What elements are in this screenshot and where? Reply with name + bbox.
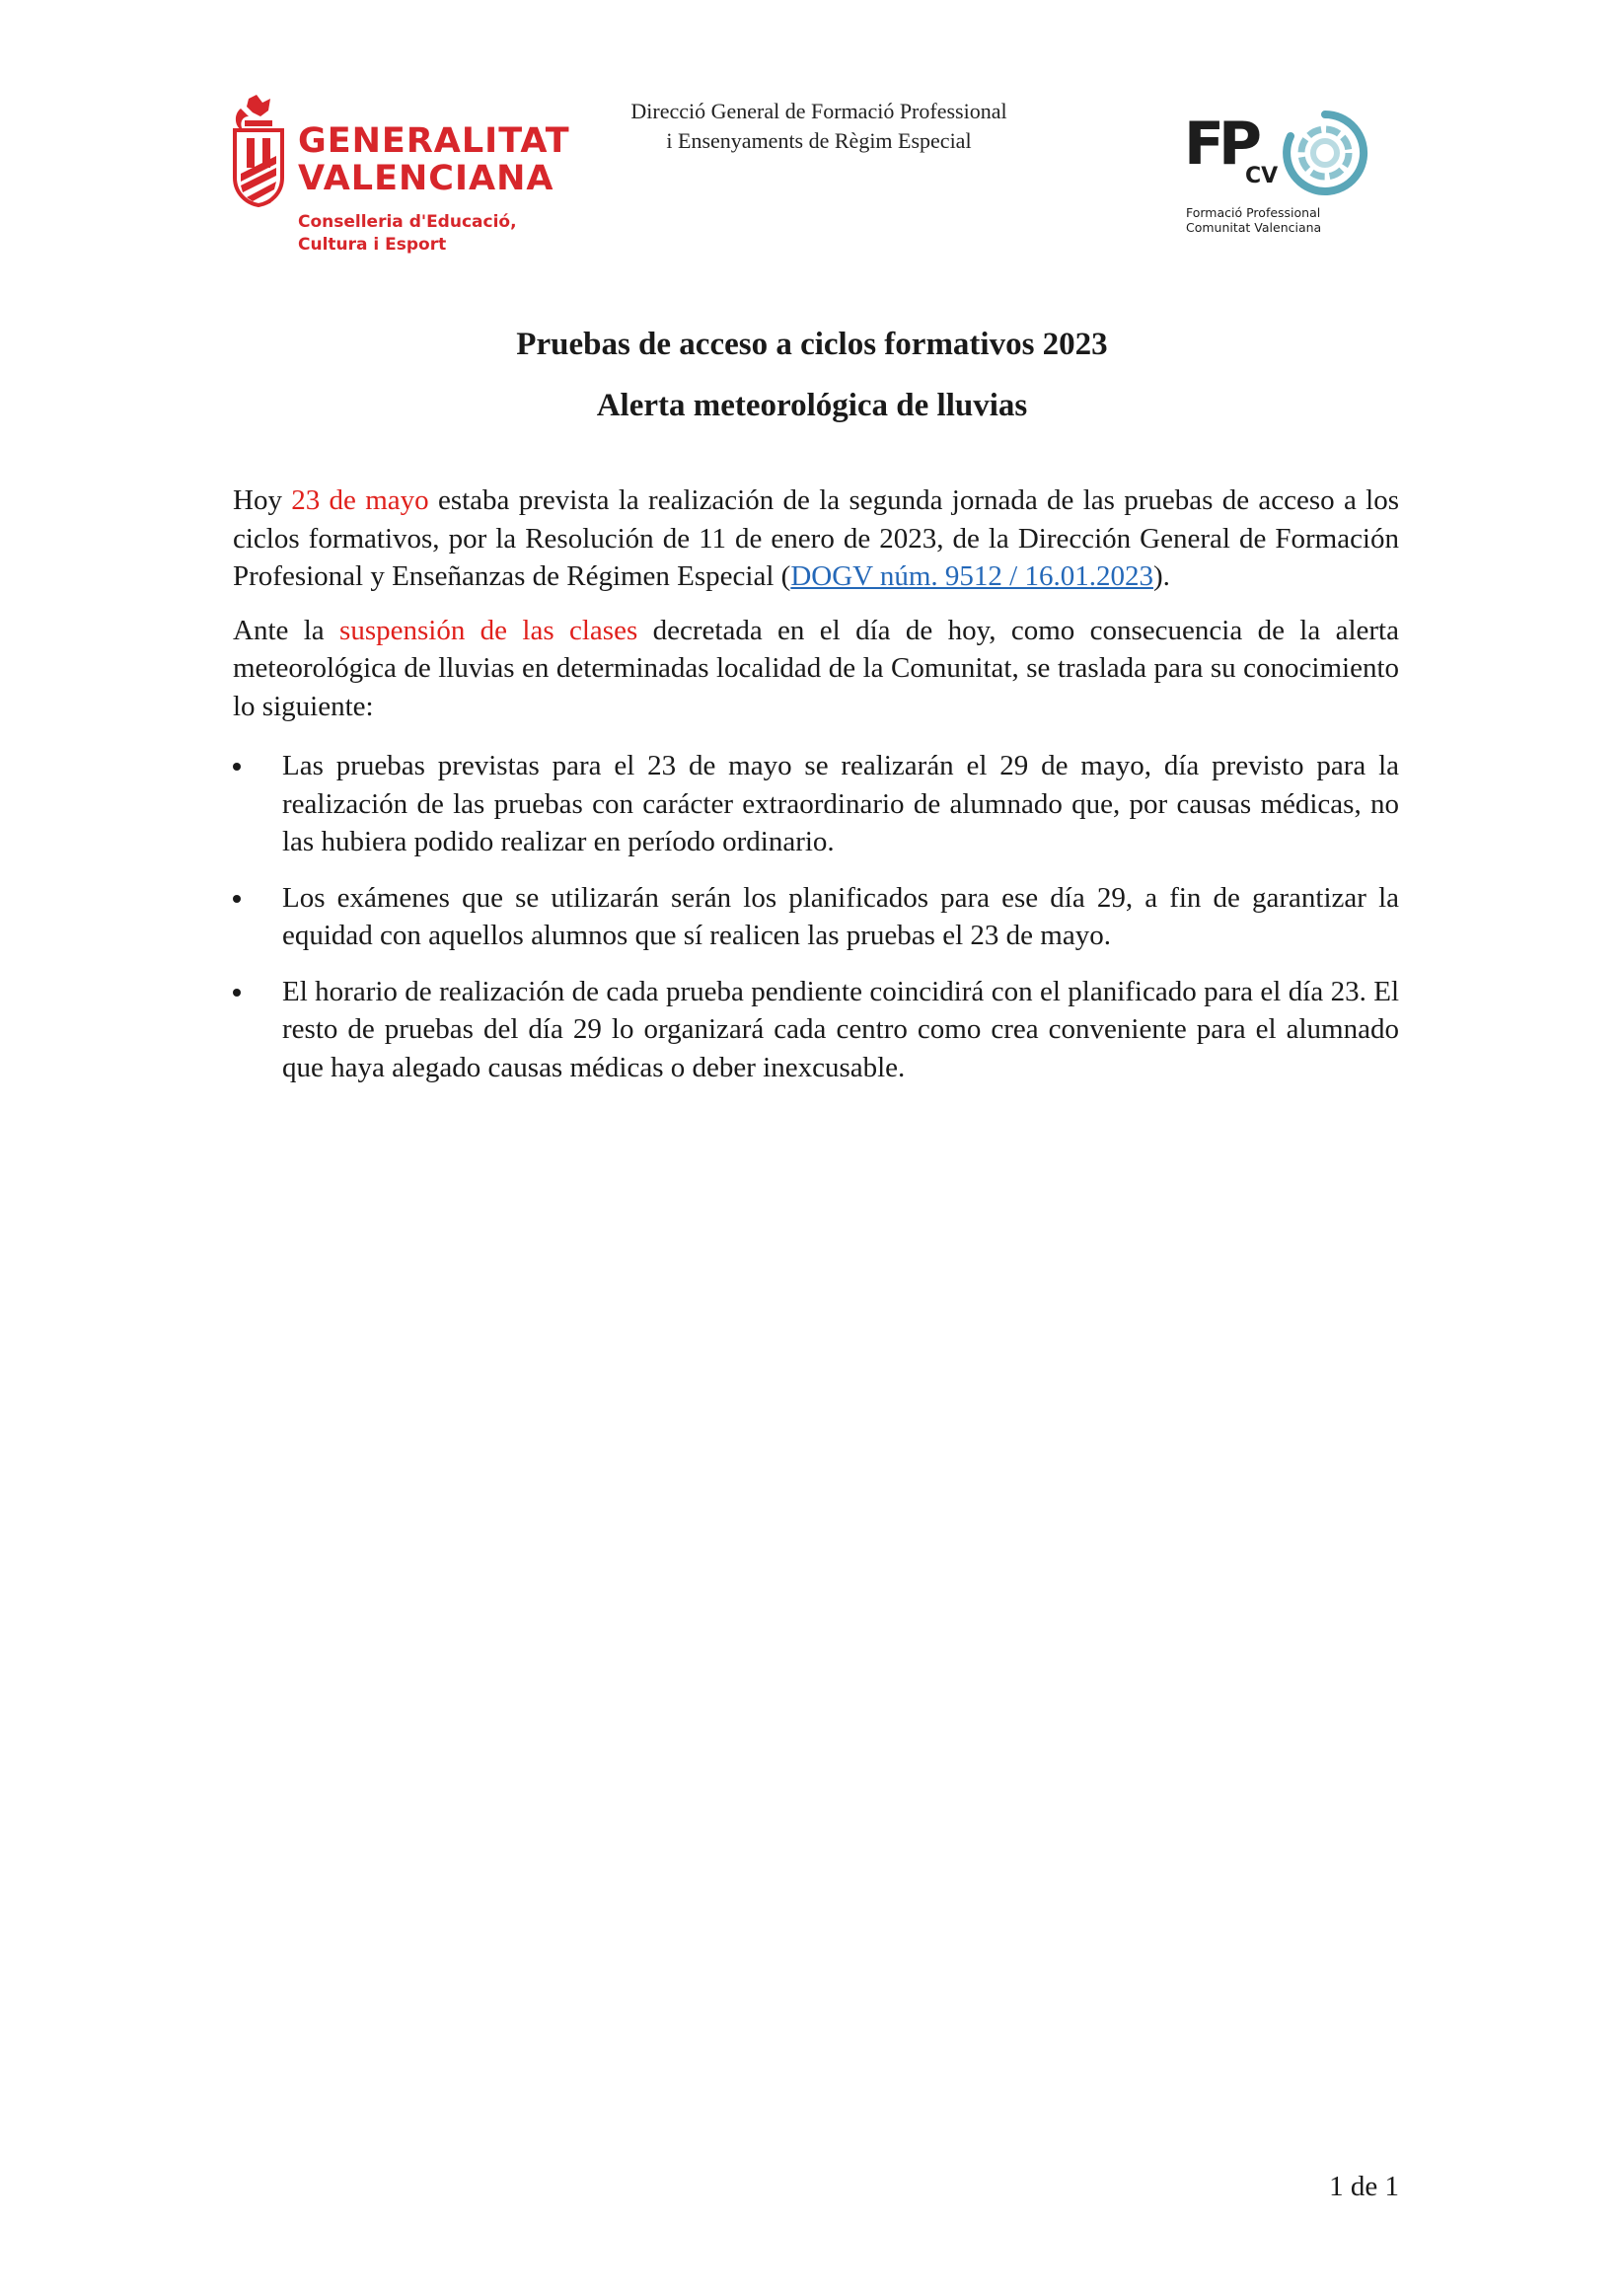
list-item-text: Las pruebas previstas para el 23 de mayo se realizarán el 29 de mayo, día previsto para la realización de las pruebas con carácter extraordinario de alumnado que, por causas médicas, no las hubiera podido realizar en período ordinario. (282, 750, 1399, 857)
conselleria-name (298, 211, 517, 257)
bullet-icon (233, 989, 241, 997)
p1-text-start: Hoy (233, 484, 292, 516)
fpcv-logo (1184, 109, 1381, 247)
p2-text-start: Ante la (233, 614, 340, 646)
list-item (233, 747, 1399, 861)
fpcv-ring-icon (1281, 109, 1369, 197)
generalitat-logo (227, 95, 582, 262)
document-title (0, 314, 1624, 436)
directorate-line1: Direcció General de Formació Professional (630, 99, 1007, 123)
p1-date-highlight: 23 de mayo (291, 484, 429, 516)
p2-text-end: decretada en el día de hoy, como consecuencia de la alerta meteorológica de lluvias en determinadas localidad de la Comunitat, se traslada para su conocimiento lo siguiente: (233, 614, 1399, 722)
fpcv-suffix: CV (1245, 164, 1279, 188)
bullet-icon (233, 895, 241, 903)
directorate-line2: i Ensenyaments de Règim Especial (666, 128, 972, 153)
document-header (0, 0, 1624, 276)
p1-text-end: ). (1152, 560, 1170, 592)
conselleria-line1: Conselleria d'Educació, (298, 212, 517, 232)
document-body (233, 481, 1399, 1104)
fpcv-caption-line1: Formació Professional (1186, 205, 1321, 220)
conselleria-line2: Cultura i Esport (298, 235, 447, 255)
directorate-name (553, 97, 1085, 156)
fpcv-letters: FP (1184, 110, 1256, 179)
p2-suspension-highlight: suspensión de las clases (339, 614, 638, 646)
measures-list (233, 747, 1399, 1086)
generalitat-name-line2: VALENCIANA (298, 159, 554, 198)
context-paragraph (233, 612, 1399, 726)
generalitat-wordmark (298, 122, 570, 197)
bullet-icon (233, 763, 241, 771)
list-item (233, 879, 1399, 955)
list-item (233, 973, 1399, 1087)
intro-paragraph (233, 481, 1399, 596)
title-line1: Pruebas de acceso a ciclos formativos 2023 (516, 327, 1108, 362)
dogv-link[interactable]: DOGV núm. 9512 / 16.01.2023 (790, 560, 1153, 592)
generalitat-name-line1: GENERALITAT (298, 121, 570, 161)
page-number: 1 de 1 (1329, 2171, 1399, 2202)
list-item-text: El horario de realización de cada prueba pendiente coincidirá con el planificado para el día 23. El resto de pruebas del día 29 lo organizará cada centro como crea conveniente para el alumnado que haya alegado causas médicas o deber inexcusable. (282, 975, 1399, 1083)
p1-text-middle: estaba prevista la realización de la segunda jornada de las pruebas de acceso a los ciclos formativos, por la Resolución de 11 de enero de 2023, de la Dirección General de Formación Profesional y Enseñanzas de Régimen Especial ( (233, 484, 1399, 592)
fpcv-caption-line2: Comunitat Valenciana (1186, 220, 1322, 235)
coat-of-arms-icon (227, 95, 296, 233)
title-line2: Alerta meteorológica de lluvias (596, 388, 1028, 423)
list-item-text: Los exámenes que se utilizarán serán los planificados para ese día 29, a fin de garantizar la equidad con aquellos alumnos que sí realicen las pruebas el 23 de mayo. (282, 881, 1399, 951)
fpcv-caption (1186, 205, 1321, 235)
